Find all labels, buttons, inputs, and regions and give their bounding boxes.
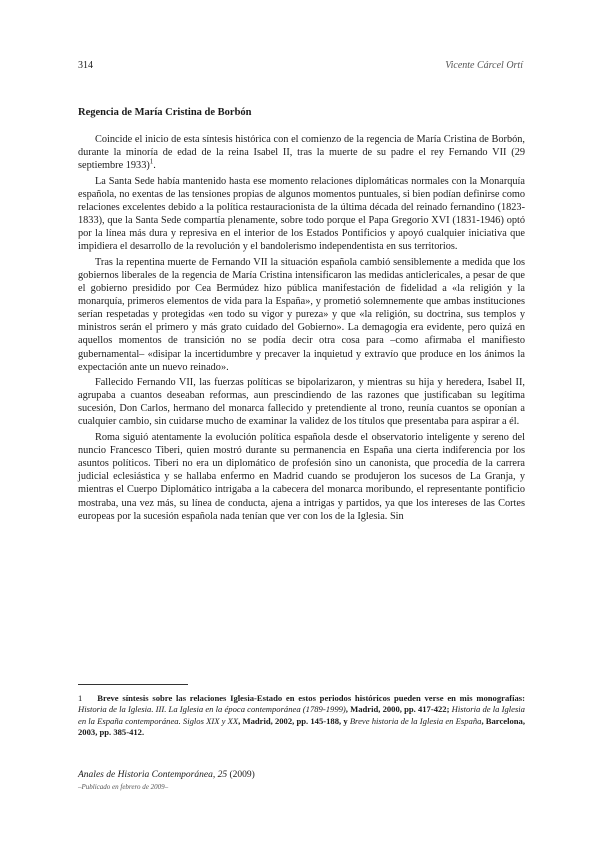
footnote-publication: , Madrid, 2002, pp. 145-188, y bbox=[238, 715, 348, 726]
body-text bbox=[78, 133, 525, 525]
footnote-number: 1 bbox=[78, 693, 83, 703]
page-footer bbox=[78, 770, 525, 791]
footnote-lead: Breve síntesis sobre las relaciones Iglesia-Estado en estos periodos históricos pueden verse en mis monografías: bbox=[97, 693, 526, 703]
paragraph: Fallecido Fernando VII, las fuerzas políticas se bipolarizaron, y mientras su hija y heredera, Isabel II, agrupaba a cuantos deseaban reformas, aun prescindiendo de las razones que justificaban su legítima sucesión, Don Carlos, hermano del monarca fallecido y pretendiente al trono, reunía cuantos se oponían a cualquier cambio, sin cuidarse mucho de examinar la validez de los títulos que presentaba para aspirar a él. bbox=[78, 377, 525, 428]
section-title: Regencia de María Cristina de Borbón bbox=[78, 107, 252, 118]
paragraph: La Santa Sede había mantenido hasta ese momento relaciones diplomáticas normales con la Monarquía española, no exentas de las tensiones propias de algunos momentos puntuales, si bien podían definirse como relaciones excelentes debido a la política restauracionista de la última década del reinado fernandino (1823-1833), que la Santa Sede compartía plenamente, sobre todo porque el Papa Gregorio XVI (1831-1946) optó por la línea más dura y represiva en el interior de los Estados Pontificios y apoyó cualquier iniciativa que impidiera el desarrollo de la revolución y el bandolerismo independentista en sus territorios. bbox=[78, 175, 525, 253]
footnote-reference[interactable]: 1 bbox=[149, 157, 154, 166]
paragraph-text: Coincide el inicio de esta síntesis histórica con el comienzo de la regencia de María Cristina de Borbón, durante la minoría de edad de la reina Isabel II, tras la muerte de su padre el rey Fernando VII (29 septiembre 1933) bbox=[78, 134, 525, 172]
footnote-divider bbox=[78, 684, 188, 685]
footnote bbox=[78, 693, 525, 738]
journal-name: Anales de Historia Contemporánea, 25 bbox=[78, 770, 228, 780]
page-number: 314 bbox=[78, 60, 93, 71]
page-header bbox=[78, 60, 523, 74]
paragraph bbox=[78, 133, 525, 172]
paragraph-text-end: . bbox=[153, 160, 156, 172]
footnote-publication: , Barcelona, 2003, pp. 385-412. bbox=[78, 715, 525, 737]
footnote-work-title: Breve historia de la Iglesia en España bbox=[349, 715, 482, 726]
paragraph: Tras la repentina muerte de Fernando VII la situación española cambió sensiblemente a medida que los gobiernos liberales de la regencia de María Cristina intensificaron las medidas anticlericales, a pesar de que el gobierno presidido por Cea Bermúdez hizo pública manifestación de fidelidad a «la religión y la monarquía, primeros elementos de vida para la España», y prometió solemnemente que ambas instituciones serían respetadas y protegidas «en todo su vigor y pureza» y que «la religión, su doctrina, sus templos y ministros serán el primero y más grato cuidado del Gobierno». La demagogia era evidente, pero quizá en aquellos momentos de transición no se podía decir otra cosa para –como afirmaba el manifiesto gubernamental– «disipar la incertidumbre y precaver la inquietud y extravío que produce en los ánimos la expectación ante un nuevo reinado». bbox=[78, 256, 525, 373]
running-head: Vicente Cárcel Ortí bbox=[445, 60, 523, 71]
footnote-publication: , Madrid, 2000, pp. 417-422; bbox=[345, 704, 450, 715]
publication-note: –Publicado en febrero de 2009– bbox=[78, 783, 169, 791]
journal-citation bbox=[78, 770, 525, 780]
paragraph: Roma siguió atentamente la evolución política española desde el observatorio inteligente y sereno del nuncio Francesco Tiberi, quien mostró durante su permanencia en España una cierta indiferencia por los asuntos políticos. Tiberi no era un diplomático de profesión sino un canonista, que procedía de la carrera judicial eclesiástica y se hallaba enfermo en Madrid cuando se produjeron los sucesos de La Granja, y mientras el Cuerpo Diplomático intrigaba a la cabecera del monarca moribundo, el representante pontificio mostraba, una vez más, su línea de conducta, ajena a intrigas y partidos, ya que los intereses de las Cortes europeas por la sucesión española nada tenían que ver con los de la Iglesia. Sin bbox=[78, 432, 525, 522]
footnote-work-title: Historia de la Iglesia. III. La Iglesia en la época contemporánea (1789-1999) bbox=[78, 704, 346, 715]
footnote-work-title: Historia de la Iglesia en la España contemporánea. Siglos XIX y XX bbox=[78, 704, 525, 726]
journal-year: (2009) bbox=[229, 770, 255, 780]
